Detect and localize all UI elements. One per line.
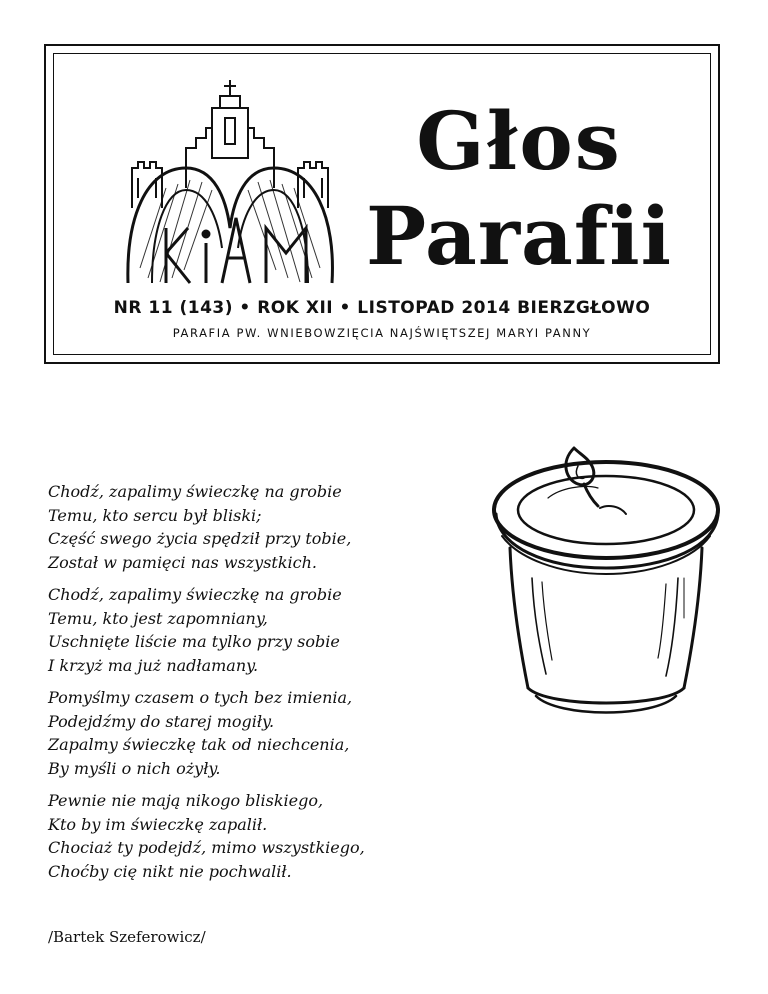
poem-line: Zapalmy świeczkę tak od niechcenia, xyxy=(48,735,350,754)
poem xyxy=(48,480,508,892)
poem-line: Podejdźmy do starej mogiły. xyxy=(48,711,275,731)
poem-author: /Bartek Szeferowicz/ xyxy=(48,928,206,946)
poem-line: Został w pamięci nas wszystkich. xyxy=(48,552,318,572)
poem-line: Temu, kto sercu był bliski; xyxy=(48,505,262,525)
poem-line: Chodź, zapalimy świeczkę na grobie xyxy=(48,585,342,604)
newsletter-title-line2: Parafii xyxy=(365,189,673,283)
poem-line: Część swego życia spędził przy tobie, xyxy=(48,529,352,548)
poem-line: Uschnięte liście ma tylko przy sobie xyxy=(48,632,340,651)
poem-line: Choćby cię nikt nie pochwalił. xyxy=(48,861,292,881)
issue-line: NR 11 (143) • ROK XII • LISTOPAD 2014 BIERZGŁOWO xyxy=(113,298,651,318)
poem-line: Pomyślmy czasem o tych bez imienia, xyxy=(48,688,353,707)
poem-line: By myśli o nich ożyły. xyxy=(48,758,221,778)
parish-church-logo-icon xyxy=(126,78,346,288)
masthead-inner-frame xyxy=(53,53,711,355)
poem-line: I krzyż ma już nadłamany. xyxy=(48,655,259,675)
newsletter-title-line1: Głos xyxy=(416,94,622,188)
parish-name-line: PARAFIA PW. WNIEBOWZIĘCIA NAJŚWIĘTSZEJ MARYI PANNY xyxy=(172,326,592,340)
grave-candle-icon xyxy=(488,428,724,728)
poem-stanza-1 xyxy=(48,480,508,574)
poem-line: Kto by im świeczkę zapalił. xyxy=(48,814,268,834)
poem-stanza-2 xyxy=(48,583,508,677)
poem-stanza-4 xyxy=(48,789,508,883)
poem-line: Chociaż ty podejdź, mimo wszystkiego, xyxy=(48,838,365,857)
poem-line: Temu, kto jest zapomniany, xyxy=(48,608,268,628)
poem-stanza-3 xyxy=(48,686,508,780)
masthead xyxy=(44,44,720,364)
poem-line: Chodź, zapalimy świeczkę na grobie xyxy=(48,482,342,501)
poem-line: Pewnie nie mają nikogo bliskiego, xyxy=(48,791,324,810)
